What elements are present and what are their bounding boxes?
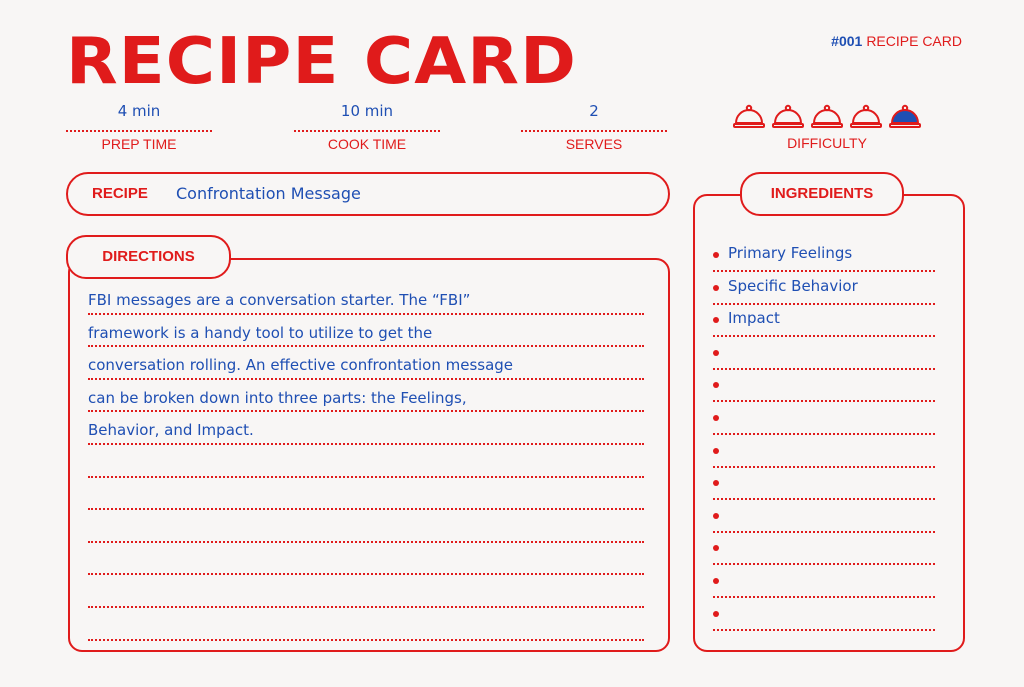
ingredient-item [713,468,935,500]
bullet-icon [713,382,719,388]
bullet-icon [713,317,719,323]
ingredient-item [713,305,935,337]
difficulty-label: DIFFICULTY [787,135,867,151]
bullet-icon [713,285,719,291]
bullet-icon [713,448,719,454]
ingredient-item [713,599,935,631]
directions-rule [88,541,644,543]
directions-line: Behavior, and Impact. [88,421,254,440]
cook-time-value: 10 min [340,102,394,120]
ingredients-tab: INGREDIENTS [740,172,904,216]
difficulty-rating [733,104,923,151]
ingredient-rule [713,629,935,631]
directions-rule [88,508,644,510]
card-number-label: RECIPE CARD [866,33,962,49]
bullet-icon [713,350,719,356]
serves-value: 2 [589,102,599,120]
directions-rule [88,476,644,478]
recipe-label: RECIPE [92,185,148,202]
cloche-icon [850,104,882,130]
directions-rule [88,573,644,575]
cook-time-rule [294,130,440,132]
card-number [831,32,962,50]
directions-text [88,284,644,447]
ingredient-item [713,273,935,305]
directions-line: can be broken down into three parts: the Feelings, [88,388,467,407]
ingredient-item [713,436,935,468]
difficulty-domes [733,104,923,130]
ingredient-item [713,566,935,598]
bullet-icon [713,611,719,617]
ingredient-label: Primary Feelings [728,244,853,262]
bullet-icon [713,545,719,551]
bullet-icon [713,252,719,258]
prep-time-value: 4 min [117,102,161,120]
prep-time [66,100,212,152]
directions-tab: DIRECTIONS [66,235,231,279]
cloche-icon [733,104,765,130]
page-title: RECIPE CARD [66,25,577,99]
bullet-icon [713,513,719,519]
serves [521,100,667,152]
ingredient-item [713,533,935,565]
cloche-icon [889,104,921,130]
ingredient-item [713,403,935,435]
bullet-icon [713,415,719,421]
ingredient-item [713,338,935,370]
ingredient-item [713,240,935,272]
cook-time-label: COOK TIME [327,136,407,152]
ingredient-label: Specific Behavior [728,276,858,295]
directions-rule [88,606,644,608]
serves-label: SERVES [565,136,623,152]
ingredient-item [713,370,935,402]
recipe-name: Confrontation Message [176,184,361,203]
prep-time-label: PREP TIME [101,136,177,152]
recipe-name-box [66,172,670,216]
ingredient-item [713,501,935,533]
serves-rule [521,130,667,132]
bullet-icon [713,578,719,584]
directions-line: framework is a handy tool to utilize to get the [88,323,433,342]
cook-time [294,100,440,152]
directions-line: conversation rolling. An effective confrontation message [88,356,514,375]
directions-rule [88,639,644,641]
prep-time-rule [66,130,212,132]
cloche-icon [811,104,843,130]
cloche-icon [772,104,804,130]
card-number-value: #001 [831,33,863,49]
bullet-icon [713,480,719,486]
ingredient-label: Impact [728,309,780,328]
directions-line: FBI messages are a conversation starter. The “FBI” [88,291,471,309]
